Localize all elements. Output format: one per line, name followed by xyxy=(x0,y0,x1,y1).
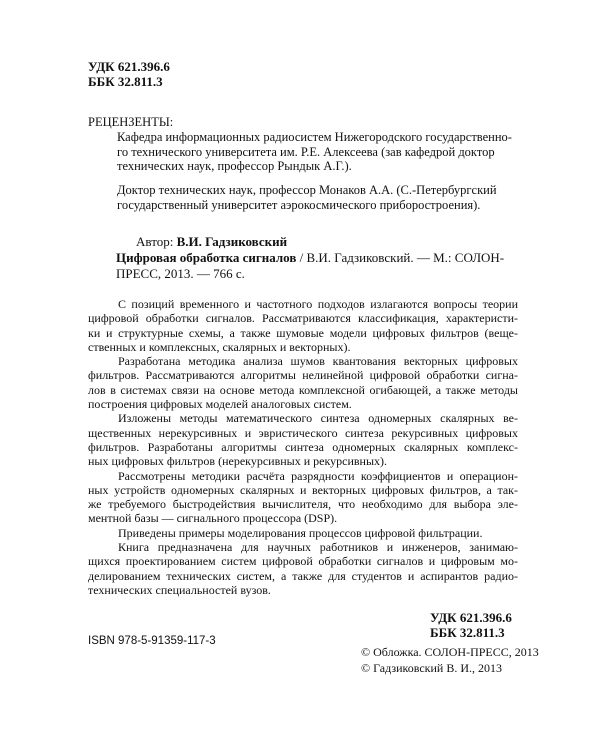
author-line xyxy=(116,234,504,250)
reviewers-heading: РЕЦЕНЗЕНТЫ: xyxy=(88,115,174,129)
bottom-codes xyxy=(430,610,512,640)
abstract-line: построения цифровых моделей аналоговых систем. xyxy=(88,397,352,412)
copyright-author: © Гадзиковский В. И., 2013 xyxy=(361,660,502,675)
abstract-line: ки и структурные схемы, а также шумовые модели цифровых фильтров (веще- xyxy=(88,325,518,340)
author-label: Автор: xyxy=(136,234,174,249)
abstract-line: ных устройств одномерных скалярных и векторных цифровых фильтров, а так- xyxy=(88,482,518,497)
book-title: Цифровая обработка сигналов xyxy=(116,250,297,265)
copyright-cover: © Обложка. СОЛОН-ПРЕСС, 2013 xyxy=(361,645,539,659)
citation-line-2: ПРЕСС, 2013. — 766 с. xyxy=(116,266,245,281)
abstract-line: же требуемого быстродействия вычислителя, что необходимо для выбора эле- xyxy=(88,497,518,512)
reviewer-line: технических наук, профессор Рындык А.Г.). xyxy=(117,159,352,174)
abstract-line: фильтров. Разработаны алгоритмы синтеза одномерных скалярных комплекс- xyxy=(88,439,518,454)
reviewer-line: го технического университета им. Р.Е. Алексеева (зав кафедрой доктор xyxy=(117,144,495,159)
abstract-line: фильтров. Рассматриваются алгоритмы нелинейной цифровой обработки сигна- xyxy=(88,368,518,383)
reviewer-second xyxy=(117,183,497,212)
abstract-line: делированием технических систем, а также для студентов и аспирантов радио- xyxy=(88,568,518,583)
author-name: В.И. Гадзиковский xyxy=(176,234,288,249)
reviewer-line: Кафедра информационных радиосистем Нижегородского государственно- xyxy=(117,130,512,144)
abstract-line: ственных и комплексных, скалярных и векторных). xyxy=(88,339,351,354)
abstract-line: Рассмотрены методики расчёта разрядности коэффициентов и операцион- xyxy=(118,468,518,483)
reviewer-line: государственный университет аэрокосмического приборостроения). xyxy=(117,197,481,212)
reviewer-line: Доктор технических наук, профессор Монаков А.А. (С.-Петербургский xyxy=(117,183,497,197)
citation-line-1 xyxy=(116,250,504,266)
abstract-line: цифровой обработки сигналов. Рассматриваются классификация, характеристи- xyxy=(88,311,518,326)
abstract-line: С позиций временного и частотного подходов излагаются вопросы теории xyxy=(118,297,518,311)
abstract-line: ных цифровых фильтров (нерекурсивных и рекурсивных). xyxy=(88,454,388,469)
abstract-line: Приведены примеры моделирования процессов цифровой фильтрации. xyxy=(118,525,483,540)
isbn: ISBN 978-5-91359-117-3 xyxy=(88,635,216,647)
abstract-line: щественных нерекурсивных и эвристического синтеза рекурсивных цифровых xyxy=(88,425,518,440)
abstract-line: технических специальностей вузов. xyxy=(88,582,271,597)
copyrights xyxy=(361,645,539,676)
reviewer-first xyxy=(117,130,512,174)
bbk-code: ББК 32.811.3 xyxy=(88,74,163,89)
abstract-line: Изложены методы математического синтеза одномерных скалярных ве- xyxy=(118,411,518,426)
abstract-line: щихся проектированием систем цифровой обработки сигналов и цифровым мо- xyxy=(88,554,518,569)
abstract-line: лов в системах связи на основе метода комплексной огибающей, а также методы xyxy=(88,382,518,397)
abstract xyxy=(88,297,518,597)
citation-publisher: / В.И. Гадзиковский. — М.: СОЛОН- xyxy=(299,250,505,265)
abstract-line: Книга предназначена для научных работников и инженеров, занимаю- xyxy=(118,540,518,555)
bbk-code-bottom: ББК 32.811.3 xyxy=(430,625,505,640)
udk-code-bottom: УДК 621.396.6 xyxy=(430,610,512,625)
udk-code: УДК 621.396.6 xyxy=(88,59,170,74)
abstract-line: Разработана методика анализа шумов квантования векторных цифровых xyxy=(118,354,518,369)
abstract-line: ментной базы — сигнального процессора (DSP). xyxy=(88,511,338,526)
top-codes xyxy=(88,59,170,89)
citation xyxy=(116,234,504,282)
